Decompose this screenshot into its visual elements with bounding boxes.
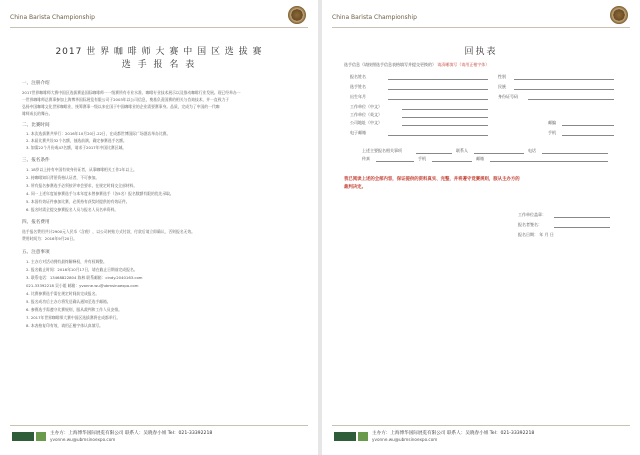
date-label: 报名日期： 年 月 日 xyxy=(518,232,554,237)
postcode-field[interactable] xyxy=(562,125,614,126)
gender-field[interactable] xyxy=(514,79,614,80)
contestant-name-field[interactable] xyxy=(388,89,488,90)
field-label: 出生年月 xyxy=(350,94,366,99)
intro-line: 弘扬中国咖啡文化世界咖啡业，统筹赛事一级以来在国于中国咖啡业的企业需要赛事身。品质，完成为了中国的一代咖 xyxy=(22,104,220,109)
condition-line: 2. 持咖啡知识背景资格认证者，不可参加。 xyxy=(26,175,100,180)
form-instructions xyxy=(344,62,618,68)
instructions-highlight: 请清晰填写（请用正楷字体） xyxy=(437,62,490,67)
employer-cn-field[interactable] xyxy=(402,109,488,110)
contact-label: 手机 xyxy=(418,156,426,161)
footer-email: yvonne.wu@ubmsinoexpo.com xyxy=(50,437,116,442)
note-line: 6. 参赛选手需遵守比赛规则，服从裁判和工作人员安排。 xyxy=(26,307,122,312)
contact-label: 电话 xyxy=(528,148,536,153)
declaration-text: 我已阅读上述的全部内容，保证提供的资料真实、完整，并将遵守竞赛规则，服从主办方的 xyxy=(344,177,520,182)
time-line: 1. 本次选拔赛共举行：2016年10月20日-22日，在成都世博国际广场酒店举办比赛。 xyxy=(26,131,171,136)
field-label: 身份证号码 xyxy=(498,94,518,99)
section-heading: 三、报名条件 xyxy=(22,158,50,163)
form-subtitle: 选 手 报 名 表 xyxy=(121,60,197,70)
footer-contact: 主办方：上海博华国际展览有限公司 联系人：吴晓春小姐 Tel：021-33392218 xyxy=(50,431,213,436)
section-heading: 二、比赛时间 xyxy=(22,123,50,128)
phone-field[interactable] xyxy=(542,153,608,154)
page-header xyxy=(10,10,308,28)
footer-contact: 主办方：上海博华国际展览有限公司 联系人：吴晓春小姐 Tel：021-33392218 xyxy=(372,431,535,436)
page-header xyxy=(332,10,630,28)
condition-line: 4. 同一上述年度前参赛选手与本年度未曾参赛选手（各5名）报名数额有限的优先录取。 xyxy=(26,191,174,196)
registration-form-page xyxy=(0,0,318,455)
footer-email: yvonne.wu@ubmsinoexpo.com xyxy=(372,437,438,442)
mobile-field[interactable] xyxy=(562,135,614,136)
note-line: 1. 主办方对活动拥有最终解释权，并有权调整。 xyxy=(26,259,107,264)
company-seal-label: 工作单位盖章： xyxy=(518,212,546,217)
page-footer xyxy=(332,425,630,445)
field-label: 选手姓名 xyxy=(350,84,366,89)
field-label: 工作单位（中文） xyxy=(350,104,382,109)
field-label: 民族 xyxy=(498,84,506,89)
note-line: 8. 本表格复印有效，请用正楷字体认真填写。 xyxy=(26,323,103,328)
email-field[interactable] xyxy=(388,135,488,136)
condition-line: 5. 本国有效证件参加比赛，必须持有获奖时提供的有效证件。 xyxy=(26,199,130,204)
condition-line: 3. 所有报名参赛选手必须按评审会要求，在规定时间交全部材料。 xyxy=(26,183,138,188)
contact-email-field[interactable] xyxy=(490,161,608,162)
note-line: 4. 比赛参赛选手需在规定时间前完成报名。 xyxy=(26,291,100,296)
contact-label: 传真 xyxy=(362,156,370,161)
championship-logo-icon xyxy=(610,6,628,24)
ubm-logo-mark-icon xyxy=(358,432,368,441)
condition-line: 6. 报名时需全提交参赛报名人员与报名人员名单资料。 xyxy=(26,207,119,212)
condition-line: 1. 18岁以上持有中国有效身份证者，从事咖啡相关工作2年以上。 xyxy=(26,167,137,172)
field-label: 公司地址（中文） xyxy=(350,120,382,125)
contact-label: 上述主要报名相关事项 xyxy=(362,148,402,153)
note-line: 5. 报名成功后主办方将发送确认通知至选手邮箱。 xyxy=(26,299,111,304)
section-heading: 四、报名费用 xyxy=(22,220,50,225)
receipt-title: 回执表 xyxy=(464,47,498,57)
header-title: China Barista Championship xyxy=(10,14,95,21)
field-label: 性别 xyxy=(498,74,506,79)
company-seal-field[interactable] xyxy=(554,217,610,218)
field-label: 邮编 xyxy=(548,120,556,125)
declaration-text-2: 裁判决定。 xyxy=(344,185,366,190)
receipt-form-page xyxy=(322,0,640,455)
contact-label: 邮箱 xyxy=(476,156,484,161)
intro-line: 一世界咖啡师总赛事参加上海博华国际展览有限公司于2003年以公司信息，奠基负责国赛的相关与咨询技术，并一直致力于 xyxy=(22,97,230,102)
field-label: 报名姓名 xyxy=(350,74,366,79)
section-heading: 一、注册介绍 xyxy=(22,81,50,86)
ubm-logo-icon xyxy=(12,432,34,441)
contact-label: 联系人 xyxy=(456,148,468,153)
note-line: 3. 联系电话：13468822804 陈林 联系邮箱：cindy.2040163.com xyxy=(26,275,143,280)
page-footer xyxy=(10,425,308,445)
contact-name-field[interactable] xyxy=(416,153,452,154)
field-label: 电子邮箱 xyxy=(350,130,366,135)
company-address-field[interactable] xyxy=(402,125,488,126)
instructions-text: 选手信息（请按照选手信息表格填写并提交更换的） xyxy=(344,62,436,67)
time-line: 2. 本届比赛共设32个名额，抽选前满，确定参赛选手名额。 xyxy=(26,138,127,143)
intro-line: 2017世界咖啡师大赛中国区选拔赛是国际咖啡师一一级赛所有专业水准、咖啡专业技术展示以及推动咖啡行业发展。现已经举办一 xyxy=(22,90,241,95)
birth-date-field[interactable] xyxy=(388,99,488,100)
fee-line: 选手报名费用共计2900元人民币（含税），以公司转账方式付款，付款后请立即确认，否则报名无效。 xyxy=(22,229,195,234)
time-line: 3. 如需22个月份或47名额，请求于2017年中国比赛区域。 xyxy=(26,145,127,150)
contact-person-field[interactable] xyxy=(474,153,524,154)
ubm-logo-mark-icon xyxy=(36,432,46,441)
ethnicity-field[interactable] xyxy=(514,89,614,90)
employer-en-field[interactable] xyxy=(402,117,488,118)
fax-field[interactable] xyxy=(376,161,414,162)
id-number-field[interactable] xyxy=(528,99,614,100)
championship-logo-icon xyxy=(288,6,306,24)
signature-field[interactable] xyxy=(554,227,610,228)
header-title: China Barista Championship xyxy=(332,14,417,21)
ubm-logo-icon xyxy=(334,432,356,441)
note-line: 2. 报名截止时间：2016年10月17日，请在截止日期前完成报名。 xyxy=(26,267,138,272)
fee-line: 费用时间为：2016年9月20日。 xyxy=(22,236,77,241)
applicant-name-field[interactable] xyxy=(388,79,488,80)
field-label: 手机 xyxy=(548,130,556,135)
contact-mobile-field[interactable] xyxy=(432,161,472,162)
section-heading: 五、注意事项 xyxy=(22,250,50,255)
form-title: 2017 世 界 咖 啡 师 大 赛 中 国 区 选 拔 赛 xyxy=(55,47,263,57)
field-label: 工作单位（英文） xyxy=(350,112,382,117)
note-line: 7. 2017年世界咖啡师大赛中国区选拔赛将在成都举行。 xyxy=(26,315,121,320)
intro-line: 啡师成长的舞台。 xyxy=(22,111,53,116)
signature-label: 报名者签名： xyxy=(518,222,542,227)
note-line: 021-33392218 吴小姐 邮箱：yvonne.wu@ubmsinoexpo.com xyxy=(26,283,139,288)
